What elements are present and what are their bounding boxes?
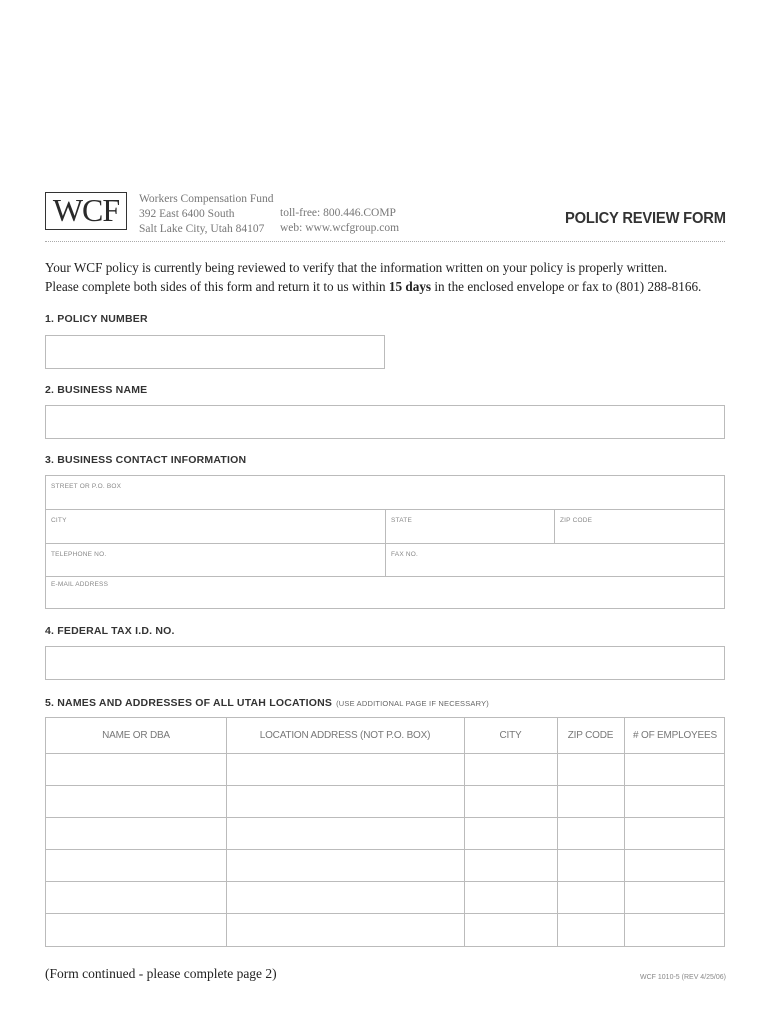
street-label: STREET OR P.O. BOX — [51, 483, 122, 490]
header-divider — [45, 241, 725, 242]
state-field[interactable] — [386, 510, 554, 543]
company-city: Salt Lake City, Utah 84107 — [139, 223, 265, 235]
table-cell-address[interactable] — [227, 850, 464, 881]
table-cell-city[interactable] — [465, 914, 557, 945]
table-cell-address[interactable] — [227, 818, 464, 849]
table-cell-city[interactable] — [465, 850, 557, 881]
form-title: POLICY REVIEW FORM — [565, 210, 726, 227]
table-cell-city[interactable] — [465, 818, 557, 849]
policy-number-label: 1. POLICY NUMBER — [45, 313, 148, 325]
website: web: www.wcfgroup.com — [280, 222, 400, 234]
table-cell-address[interactable] — [227, 914, 464, 945]
contact-info-grid — [45, 475, 725, 609]
intro-line-2 — [45, 277, 745, 296]
city-field[interactable] — [46, 510, 385, 543]
zip-field[interactable] — [555, 510, 724, 543]
intro-text — [45, 258, 745, 296]
form-code: WCF 1010-5 (REV 4/25/06) — [640, 974, 726, 981]
city-label: CITY — [51, 517, 67, 524]
column-header-city: CITY — [499, 730, 522, 741]
table-cell-city[interactable] — [465, 786, 557, 817]
table-cell-employees[interactable] — [625, 882, 724, 913]
telephone-label: TELEPHONE NO. — [51, 551, 107, 558]
contact-info-label: 3. BUSINESS CONTACT INFORMATION — [45, 454, 247, 466]
business-name-label: 2. BUSINESS NAME — [45, 384, 148, 396]
locations-label — [45, 697, 489, 709]
continued-note: (Form continued - please complete page 2) — [45, 966, 277, 981]
tax-id-label: 4. FEDERAL TAX I.D. NO. — [45, 625, 175, 637]
table-cell-employees[interactable] — [625, 914, 724, 945]
intro-deadline: 15 days — [388, 279, 432, 294]
table-cell-employees[interactable] — [625, 754, 724, 785]
column-header-address: LOCATION ADDRESS (NOT P.O. BOX) — [259, 730, 431, 741]
table-cell-address[interactable] — [227, 882, 464, 913]
table-cell-employees[interactable] — [625, 818, 724, 849]
table-cell-zip[interactable] — [558, 914, 624, 945]
email-label: E-MAIL ADDRESS — [51, 581, 109, 588]
table-cell-zip[interactable] — [558, 882, 624, 913]
intro-line-2-end: in the enclosed envelope or fax to (801) 288-8166. — [431, 279, 702, 294]
column-header-employees: # OF EMPLOYEES — [633, 730, 717, 741]
table-cell-zip[interactable] — [558, 850, 624, 881]
table-cell-zip[interactable] — [558, 786, 624, 817]
email-field[interactable] — [46, 577, 724, 608]
street-field[interactable] — [46, 476, 724, 509]
locations-note: (USE ADDITIONAL PAGE IF NECESSARY) — [336, 699, 490, 708]
company-street: 392 East 6400 South — [139, 208, 235, 220]
table-cell-name[interactable] — [47, 818, 226, 849]
table-cell-name[interactable] — [47, 882, 226, 913]
column-header-zip: ZIP CODE — [567, 730, 614, 741]
table-cell-employees[interactable] — [625, 786, 724, 817]
table-cell-name[interactable] — [47, 850, 226, 881]
table-cell-name[interactable] — [47, 786, 226, 817]
table-cell-name[interactable] — [47, 914, 226, 945]
state-label: STATE — [391, 517, 412, 524]
wcf-logo: WCF — [45, 192, 127, 230]
company-name: Workers Compensation Fund — [139, 193, 274, 205]
business-name-field[interactable] — [45, 405, 725, 439]
locations-table — [45, 717, 725, 947]
table-cell-zip[interactable] — [558, 818, 624, 849]
telephone-field[interactable] — [46, 544, 385, 576]
fax-label: FAX NO. — [391, 551, 419, 558]
tax-id-field[interactable] — [45, 646, 725, 680]
table-cell-city[interactable] — [465, 754, 557, 785]
intro-line-2-start: Please complete both sides of this form and return it to us within — [45, 279, 389, 294]
intro-line-1: Your WCF policy is currently being reviewed to verify that the information written on your policy is properly written. — [45, 260, 668, 275]
table-cell-zip[interactable] — [558, 754, 624, 785]
column-header-name: NAME OR DBA — [102, 730, 170, 741]
table-cell-employees[interactable] — [625, 850, 724, 881]
policy-number-field[interactable] — [45, 335, 385, 369]
table-cell-name[interactable] — [47, 754, 226, 785]
zip-label: ZIP CODE — [560, 517, 593, 524]
company-address — [139, 192, 274, 237]
table-cell-address[interactable] — [227, 754, 464, 785]
locations-title: 5. NAMES AND ADDRESSES OF ALL UTAH LOCATIONS — [45, 697, 333, 709]
fax-field[interactable] — [386, 544, 724, 576]
tollfree-number: toll-free: 800.446.COMP — [280, 207, 396, 219]
table-cell-address[interactable] — [227, 786, 464, 817]
company-contact — [280, 206, 399, 236]
table-cell-city[interactable] — [465, 882, 557, 913]
